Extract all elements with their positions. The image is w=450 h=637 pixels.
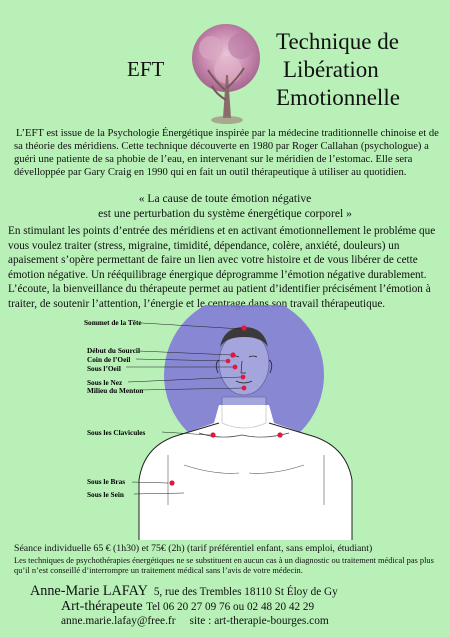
contact-line-3 — [61, 615, 329, 627]
tapping-points-figure — [84, 305, 379, 540]
tree-logo — [186, 20, 266, 130]
email-link[interactable]: anne.marie.lafay@free.fr — [61, 615, 176, 627]
contact-line-2 — [61, 599, 314, 615]
quote-line-2: est une perturbation du système énergétique corporel » — [98, 207, 352, 220]
label-sommet-tete: Sommet de la Tête — [84, 318, 142, 327]
title-line-2: Libération — [283, 57, 379, 82]
therapist-name: Anne-Marie LAFAY — [30, 583, 148, 599]
title-line-1: Technique de — [276, 29, 399, 54]
title-line-3: Emotionnelle — [276, 85, 400, 110]
label-sous-oeil: Sous l’Oeil — [87, 364, 121, 373]
quote — [0, 191, 450, 221]
eft-heading: EFT — [127, 57, 165, 81]
label-debut-sourcil: Début du Sourcil — [87, 346, 140, 355]
label-coin-oeil: Coin de l’Oeil — [87, 355, 131, 364]
phone-numbers: Tel 06 20 27 09 76 ou 02 48 20 42 29 — [146, 601, 315, 613]
label-sous-bras: Sous le Bras — [87, 477, 126, 486]
label-milieu-menton: Milieu du Menton — [87, 386, 144, 395]
label-sous-nez: Sous le Nez — [87, 378, 123, 387]
body-text: En stimulant les points d’entrée des méridiens et en activant émotionnellement le probléme que vous voulez traiter (stress, migraine, timidité, dépendance, colère, anxiété, douleurs) un apaisement s’opère permettant de faire un lien avec votre histoire et de vous libérer de cette émotion négative. Un rééquilibrage énergique déprogramme l’émotion négative durablement. L’écoute, la bienveillance du thérapeute permet au patient d’identifier précisément l’émotion à traiter, de soutenir l’attention, l’énergie et le centrage dans son travail thérapeutique. — [8, 225, 436, 310]
medical-warning: Les techniques de psychothérapies énergétiques ne se substituent en aucun cas à un diagnostic ou traitement médical pas plus qu’il n’est conseillé d’interrompre un traitement médical sans l’avis de votre médecin. — [14, 556, 434, 576]
profession: Art-thérapeute — [61, 599, 143, 614]
label-sous-clavicules: Sous les Clavicules — [87, 428, 146, 437]
website-link[interactable]: site : art-therapie-bourges.com — [189, 615, 329, 627]
pricing-text: Séance individuelle 65 € (1h30) et 75€ (2h) (tarif préférentiel enfant, sans emploi, étudiant) — [14, 543, 373, 554]
label-sous-sein: Sous le Sein — [87, 490, 124, 499]
quote-line-1: « La cause de toute émotion négative — [138, 192, 312, 205]
address: 5, rue des Trembles 18110 St Éloy de Gy — [153, 586, 338, 598]
intro-text: L’EFT est issue de la Psychologie Énergétique inspirée par la médecine traditionnelle chinoise et de sa théorie des méridiens. Cette technique découverte en 1980 par Roger Callahan (psychologue) a guéri une patiente de sa phobie de l’eau, en intervenant sur le méridien de l’estomac. Elle sera dévelloppée par Gary Craig en 1990 qui en fait un outil thérapeutique à utiliser au quotidien. — [14, 128, 439, 178]
intro-paragraph — [14, 127, 439, 179]
contact-line-1 — [30, 583, 338, 600]
body-paragraph — [8, 224, 444, 312]
